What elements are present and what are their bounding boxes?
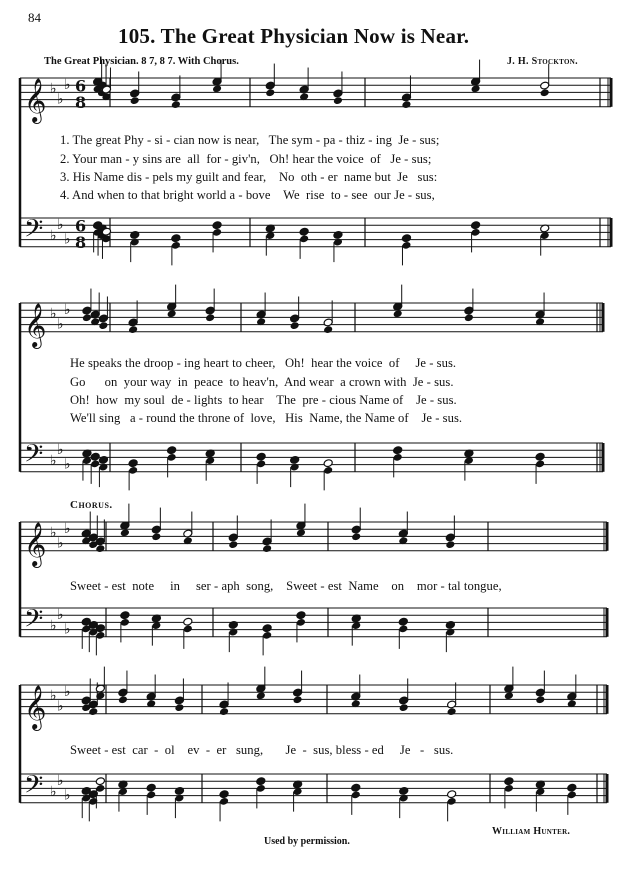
note-head bbox=[504, 777, 514, 786]
note-head bbox=[183, 617, 193, 626]
treble-clef-icon: 𝄞 bbox=[24, 684, 47, 729]
flat-icon: ♭ bbox=[64, 621, 71, 638]
note-head bbox=[146, 783, 156, 792]
note-head bbox=[90, 452, 100, 461]
note-head bbox=[262, 544, 272, 553]
note-head bbox=[398, 617, 408, 626]
note-head bbox=[351, 783, 361, 792]
flat-icon: ♭ bbox=[57, 316, 64, 333]
note-head bbox=[256, 777, 266, 786]
note-head bbox=[299, 227, 309, 236]
chorus-lyric-line-1: Sweet - est note in ser - aph song, Sweet - est Name on mor - tal tongue, bbox=[70, 579, 502, 593]
note-head bbox=[219, 707, 229, 716]
note-head bbox=[445, 620, 455, 629]
hymn-title: 105. The Great Physician Now is Near. bbox=[118, 24, 470, 48]
treble-clef-icon: 𝄞 bbox=[24, 77, 47, 122]
note-head bbox=[445, 540, 455, 549]
bass-clef-icon: 𝄢 bbox=[24, 439, 44, 475]
note-head bbox=[333, 230, 343, 239]
note-head bbox=[323, 325, 333, 334]
flat-icon: ♭ bbox=[50, 524, 57, 541]
note-head bbox=[128, 459, 138, 468]
flat-icon: ♭ bbox=[50, 305, 57, 322]
flat-icon: ♭ bbox=[64, 521, 71, 538]
time-signature-top: 6 bbox=[75, 76, 87, 96]
note-head bbox=[228, 620, 238, 629]
treble-clef-icon: 𝄞 bbox=[24, 521, 47, 566]
note-head bbox=[171, 234, 181, 243]
note-head bbox=[393, 446, 403, 455]
note-head bbox=[567, 783, 577, 792]
note-head bbox=[219, 790, 229, 799]
time-signature-bottom: 8 bbox=[75, 232, 87, 252]
flat-icon: ♭ bbox=[57, 442, 64, 459]
chorus-heading: Chorus. bbox=[70, 499, 113, 511]
flat-icon: ♭ bbox=[50, 784, 57, 800]
note-head bbox=[95, 777, 105, 786]
note-head bbox=[118, 695, 128, 704]
flat-icon: ♭ bbox=[57, 217, 64, 234]
note-head bbox=[464, 313, 474, 322]
treble-clef-icon: 𝄞 bbox=[24, 302, 47, 347]
flat-icon: ♭ bbox=[57, 535, 64, 552]
flat-icon: ♭ bbox=[64, 787, 71, 804]
note-head bbox=[212, 221, 222, 230]
page-number: 84 bbox=[28, 10, 41, 25]
note-head bbox=[399, 786, 409, 795]
note-head bbox=[323, 459, 333, 468]
note-head bbox=[171, 100, 181, 109]
verse-2-line-2: Go on your way in peace to heav'n, And wear a crown with Je - sus. bbox=[70, 375, 454, 389]
chorus-lyric-line-2: Sweet - est car - ol ev - er sung, Je - sus, bless - ed Je - sus. bbox=[70, 743, 454, 757]
permission-note: Used by permission. bbox=[264, 836, 350, 847]
time-signature-top: 6 bbox=[75, 216, 87, 236]
flat-icon: ♭ bbox=[57, 773, 64, 790]
note-head bbox=[290, 321, 300, 330]
note-head bbox=[174, 786, 184, 795]
flat-icon: ♭ bbox=[57, 607, 64, 624]
time-signature-bottom: 8 bbox=[75, 92, 87, 112]
note-head bbox=[535, 452, 545, 461]
flat-icon: ♭ bbox=[64, 684, 71, 701]
note-head bbox=[98, 321, 108, 330]
flat-icon: ♭ bbox=[50, 80, 57, 97]
note-head bbox=[447, 707, 457, 716]
author-credit: William Hunter. bbox=[492, 826, 571, 837]
note-head bbox=[351, 532, 361, 541]
note-head bbox=[293, 695, 303, 704]
note-head bbox=[290, 455, 300, 464]
note-head bbox=[151, 532, 161, 541]
flat-icon: ♭ bbox=[50, 228, 57, 244]
composer-credit: J. H. Stockton. bbox=[507, 56, 578, 67]
note-head bbox=[535, 695, 545, 704]
flat-icon: ♭ bbox=[64, 302, 71, 319]
flat-icon: ♭ bbox=[50, 687, 57, 704]
flat-icon: ♭ bbox=[57, 91, 64, 108]
note-head bbox=[98, 455, 108, 464]
note-head bbox=[82, 313, 92, 322]
note-head bbox=[401, 100, 411, 109]
note-head bbox=[333, 96, 343, 105]
note-head bbox=[128, 325, 138, 334]
verse-1-line-1: 1. The great Phy - si - cian now is near, The sym - pa - thiz - ing Je - sus; bbox=[60, 133, 440, 147]
note-head bbox=[130, 96, 140, 105]
note-head bbox=[540, 88, 550, 97]
note-head bbox=[174, 703, 184, 712]
note-head bbox=[401, 234, 411, 243]
verse-4-line-1: 4. And when to that bright world a - bove We rise to - see our Je - sus, bbox=[60, 188, 435, 202]
note-head bbox=[447, 790, 457, 799]
verse-3-line-1: 3. His Name dis - pels my guilt and fear, No oth - er name but Je sus: bbox=[60, 170, 438, 184]
note-head bbox=[471, 221, 481, 230]
note-head bbox=[265, 88, 275, 97]
note-head bbox=[130, 230, 140, 239]
verse-3-line-2: Oh! how my soul de - lights to hear The pre - cious Name of Je - sus. bbox=[70, 393, 457, 407]
note-head bbox=[296, 611, 306, 620]
verse-1-line-2: He speaks the droop - ing heart to cheer, Oh! hear the voice of Je - sus. bbox=[70, 356, 457, 370]
note-head bbox=[120, 611, 130, 620]
verse-4-line-2: We'll sing a - round the throne of love, His Name, the Name of Je - sus. bbox=[70, 411, 463, 425]
flat-icon: ♭ bbox=[50, 618, 57, 634]
note-head bbox=[167, 446, 177, 455]
flat-icon: ♭ bbox=[50, 453, 57, 469]
bass-clef-icon: 𝄢 bbox=[24, 604, 44, 640]
verse-2-line-1: 2. Your man - y sins are all for - giv'n, Oh! hear the voice of Je - sus; bbox=[60, 152, 432, 166]
flat-icon: ♭ bbox=[57, 698, 64, 715]
flat-icon: ♭ bbox=[64, 231, 71, 248]
tune-info: The Great Physician. 8 7, 8 7. With Chorus. bbox=[44, 56, 239, 67]
note-head bbox=[256, 452, 266, 461]
note-head bbox=[228, 540, 238, 549]
note-head bbox=[262, 624, 272, 633]
note-head bbox=[205, 313, 215, 322]
flat-icon: ♭ bbox=[64, 77, 71, 94]
bass-clef-icon: 𝄢 bbox=[24, 214, 44, 250]
note-head bbox=[399, 703, 409, 712]
bass-clef-icon: 𝄢 bbox=[24, 770, 44, 806]
flat-icon: ♭ bbox=[64, 456, 71, 473]
